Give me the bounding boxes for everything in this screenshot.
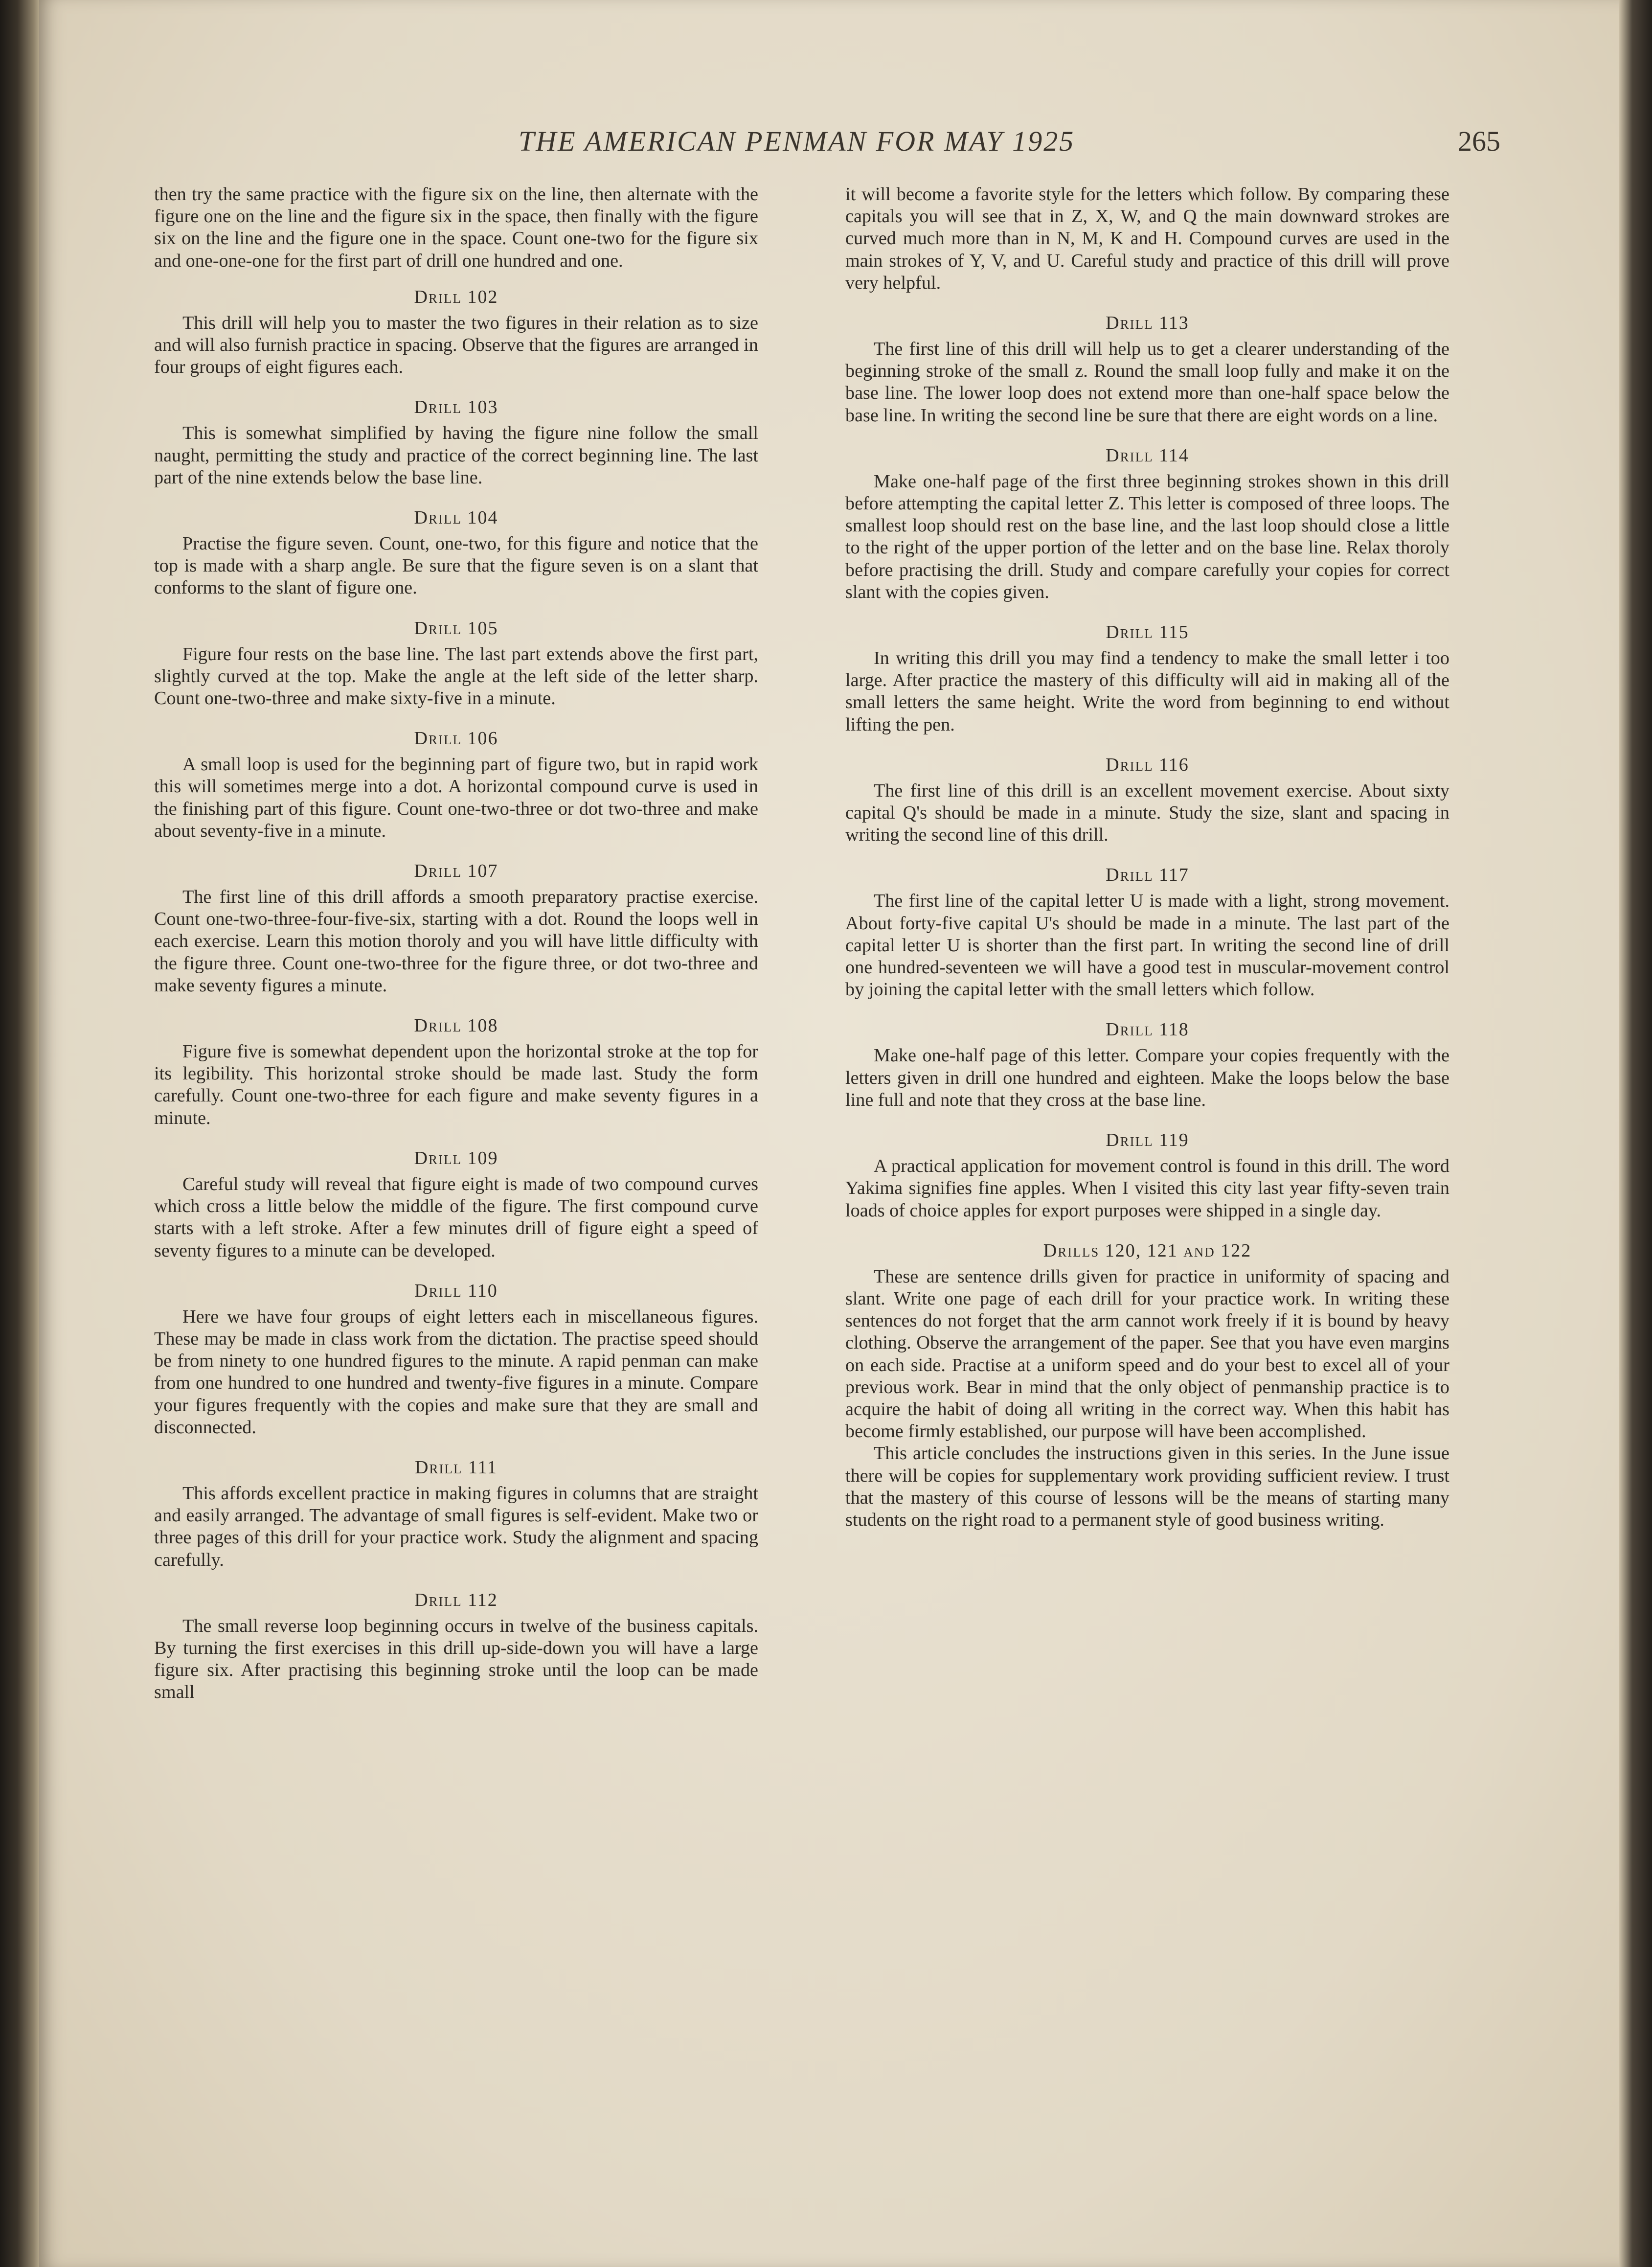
section-text-drill-109: Careful study will reveal that figure eight is made of two compound curves which cross a little below the middle of the figure. The first compound curve starts with a left stroke. After a few minutes drill of figure eight a speed of seventy figures to a minute can be developed. xyxy=(154,1173,758,1261)
section-text-drill-119: A practical application for movement control is found in this drill. The word Yakima signifies fine apples. When I visited this city last year fifty-seven train loads of choice apples for export purposes were shipped in a single day. xyxy=(845,1156,1449,1221)
section-text-drills-120-122: These are sentence drills given for practice in uniformity of spacing and slant. Write one page of each drill for your practice work. In writing these sentences do not forget that the arm cannot work freely if it is bound by heavy clothing. Observe the arrangement of the paper. See that you have even margins on each side. Practise at a uniform speed and do your best to excel all of your previous work. Bear in mind that the only object of penmanship practice is to acquire the habit of doing all writing in the correct way. When this habit has become firmly established, our purpose will have been accomplished. xyxy=(845,1266,1449,1442)
section-heading-drill-109: Drill 109 xyxy=(414,1147,498,1168)
section-text-drill-116: The first line of this drill is an excellent movement exercise. About sixty capital Q's should be made in a minute. Study the size, slant and spacing in writing the second line of this drill. xyxy=(845,780,1449,846)
page-number: 265 xyxy=(1458,125,1500,157)
section-heading-drill-115: Drill 115 xyxy=(1106,622,1189,643)
section-heading-drill-106: Drill 106 xyxy=(414,728,498,749)
section-heading-drill-117: Drill 117 xyxy=(1106,865,1189,886)
left-intro-paragraph: then try the same practice with the figure six on the line, then alternate with the figure one on the line and the figure six in the space, then finally with the figure six on the line and the figure one in the space. Count one-two for the figure six and one-one-one for the first part of drill one hundred and one. xyxy=(154,184,758,271)
section-text-drill-105: Figure four rests on the base line. The last part extends above the first part, slightly curved at the top. Make the angle at the left side of the letter sharp. Count one-two-three and make sixty-five in a minute. xyxy=(154,643,758,709)
section-text-drill-114: Make one-half page of the first three beginning strokes shown in this drill before attempting the capital letter Z. This letter is composed of three loops. The smallest loop should rest on the base line, and the last loop should close a little to the right of the upper portion of the letter and on the base line. Relax thoroly before practising the drill. Study and compare carefully your copies for correct slant with the copies given. xyxy=(845,471,1449,602)
section-heading-drill-103: Drill 103 xyxy=(414,397,498,418)
section-text-drill-106: A small loop is used for the beginning part of figure two, but in rapid work this will sometimes merge into a dot. A horizontal compound curve is used in the finishing part of this figure. Count one-two-three or dot two-three and make about seventy-five in a minute. xyxy=(154,754,758,841)
section-heading-drill-110: Drill 110 xyxy=(414,1280,498,1301)
section-text-drill-102: This drill will help you to master the two figures in their relation as to size and will also furnish practice in spacing. Observe that the figures are arranged in four groups of eight figures each. xyxy=(154,312,758,378)
section-heading-drill-108: Drill 108 xyxy=(414,1015,498,1036)
section-text-drill-117: The first line of the capital letter U is made with a light, strong movement. About forty-five capital U's should be made in a minute. The last part of the capital letter U is shorter than the first part. In writing the second line of drill one hundred-seventeen we will have a good test in muscular-movement control by joining the capital letter with the small letters which follow. xyxy=(845,891,1449,1000)
section-text-drill-113: The first line of this drill will help us to get a clearer understanding of the beginning stroke of the small z. Round the small loop fully and make it on the base line. The lower loop does not extend more than one-half space below the base line. In writing the second line be sure that there are eight words on a line. xyxy=(845,339,1449,426)
section-text-drill-108: Figure five is somewhat dependent upon the horizontal stroke at the top for its legibility. This horizontal stroke should be made last. Study the form carefully. Count one-two-three for each figure and make seventy figures in a minute. xyxy=(154,1041,758,1128)
section-heading-drill-119: Drill 119 xyxy=(1106,1130,1189,1151)
closing-paragraph: This article concludes the instructions given in this series. In the June issue there will be copies for supplementary work providing sufficient review. I trust that the mastery of this course of lessons will be the means of starting many students on the right road to a permanent style of good business writing. xyxy=(845,1443,1449,1530)
section-text-drill-115: In writing this drill you may find a tendency to make the small letter i too large. After practice the mastery of this difficulty will aid in making all of the small letters the same height. Write the word from beginning to end without lifting the pen. xyxy=(845,648,1449,735)
section-heading-drills-120-122: Drills 120, 121 and 122 xyxy=(1043,1240,1252,1261)
section-text-drill-111: This affords excellent practice in making figures in columns that are straight and easily arranged. The advantage of small figures is self-evident. Make two or three pages of this drill for your practice work. Study the alignment and spacing carefully. xyxy=(154,1483,758,1570)
right-intro-paragraph: it will become a favorite style for the letters which follow. By comparing these capitals you will see that in Z, X, W, and Q the main downward strokes are curved much more than in N, M, K and H. Compound curves are used in the main strokes of Y, V, and U. Careful study and practice of this drill will prove very helpful. xyxy=(845,184,1449,293)
section-heading-drill-105: Drill 105 xyxy=(414,618,498,639)
section-heading-drill-114: Drill 114 xyxy=(1106,445,1189,466)
section-text-drill-112: The small reverse loop beginning occurs in twelve of the business capitals. By turning the first exercises in this drill up-side-down you will have a large figure six. After practising this beginning stroke until the loop can be made small xyxy=(154,1615,758,1703)
section-heading-drill-116: Drill 116 xyxy=(1106,754,1189,775)
book-page xyxy=(39,0,1619,2267)
section-text-drill-118: Make one-half page of this letter. Compare your copies frequently with the letters given in drill one hundred and eighteen. Make the loops below the base line full and note that they cross at the base line. xyxy=(845,1045,1449,1110)
section-heading-drill-104: Drill 104 xyxy=(414,507,498,528)
running-head: THE AMERICAN PENMAN FOR MAY 1925 xyxy=(519,125,1075,157)
section-text-drill-104: Practise the figure seven. Count, one-two, for this figure and notice that the top is made with a sharp angle. Be sure that the figure seven is on a slant that conforms to the slant of figure one. xyxy=(154,533,758,598)
section-text-drill-103: This is somewhat simplified by having the figure nine follow the small naught, permitting the study and practice of the correct beginning line. The last part of the nine extends below the base line. xyxy=(154,423,758,488)
section-heading-drill-102: Drill 102 xyxy=(414,286,498,307)
right-column xyxy=(845,183,1449,1531)
page-edge xyxy=(1619,0,1652,2267)
section-heading-drill-118: Drill 118 xyxy=(1106,1019,1189,1040)
left-column xyxy=(154,183,758,1704)
section-text-drill-107: The first line of this drill affords a smooth preparatory practise exercise. Count one-two-three-four-five-six, starting with a dot. Round the loops well in each exercise. Learn this motion thoroly and you will have little difficulty with the figure three. Count one-two-three for the figure three, or dot two-three and make seventy figures a minute. xyxy=(154,887,758,996)
section-heading-drill-112: Drill 112 xyxy=(414,1589,498,1610)
section-text-drill-110: Here we have four groups of eight letters each in miscellaneous figures. These may be made in class work from the dictation. The practise speed should be from ninety to one hundred figures to the minute. A rapid penman can make from one hundred to one hundred and twenty-five figures in a minute. Compare your figures frequently with the copies and make sure that they are small and disconnected. xyxy=(154,1306,758,1438)
book-binding xyxy=(0,0,39,2267)
section-heading-drill-111: Drill 111 xyxy=(414,1457,498,1478)
section-heading-drill-113: Drill 113 xyxy=(1106,313,1189,334)
section-heading-drill-107: Drill 107 xyxy=(414,861,498,882)
